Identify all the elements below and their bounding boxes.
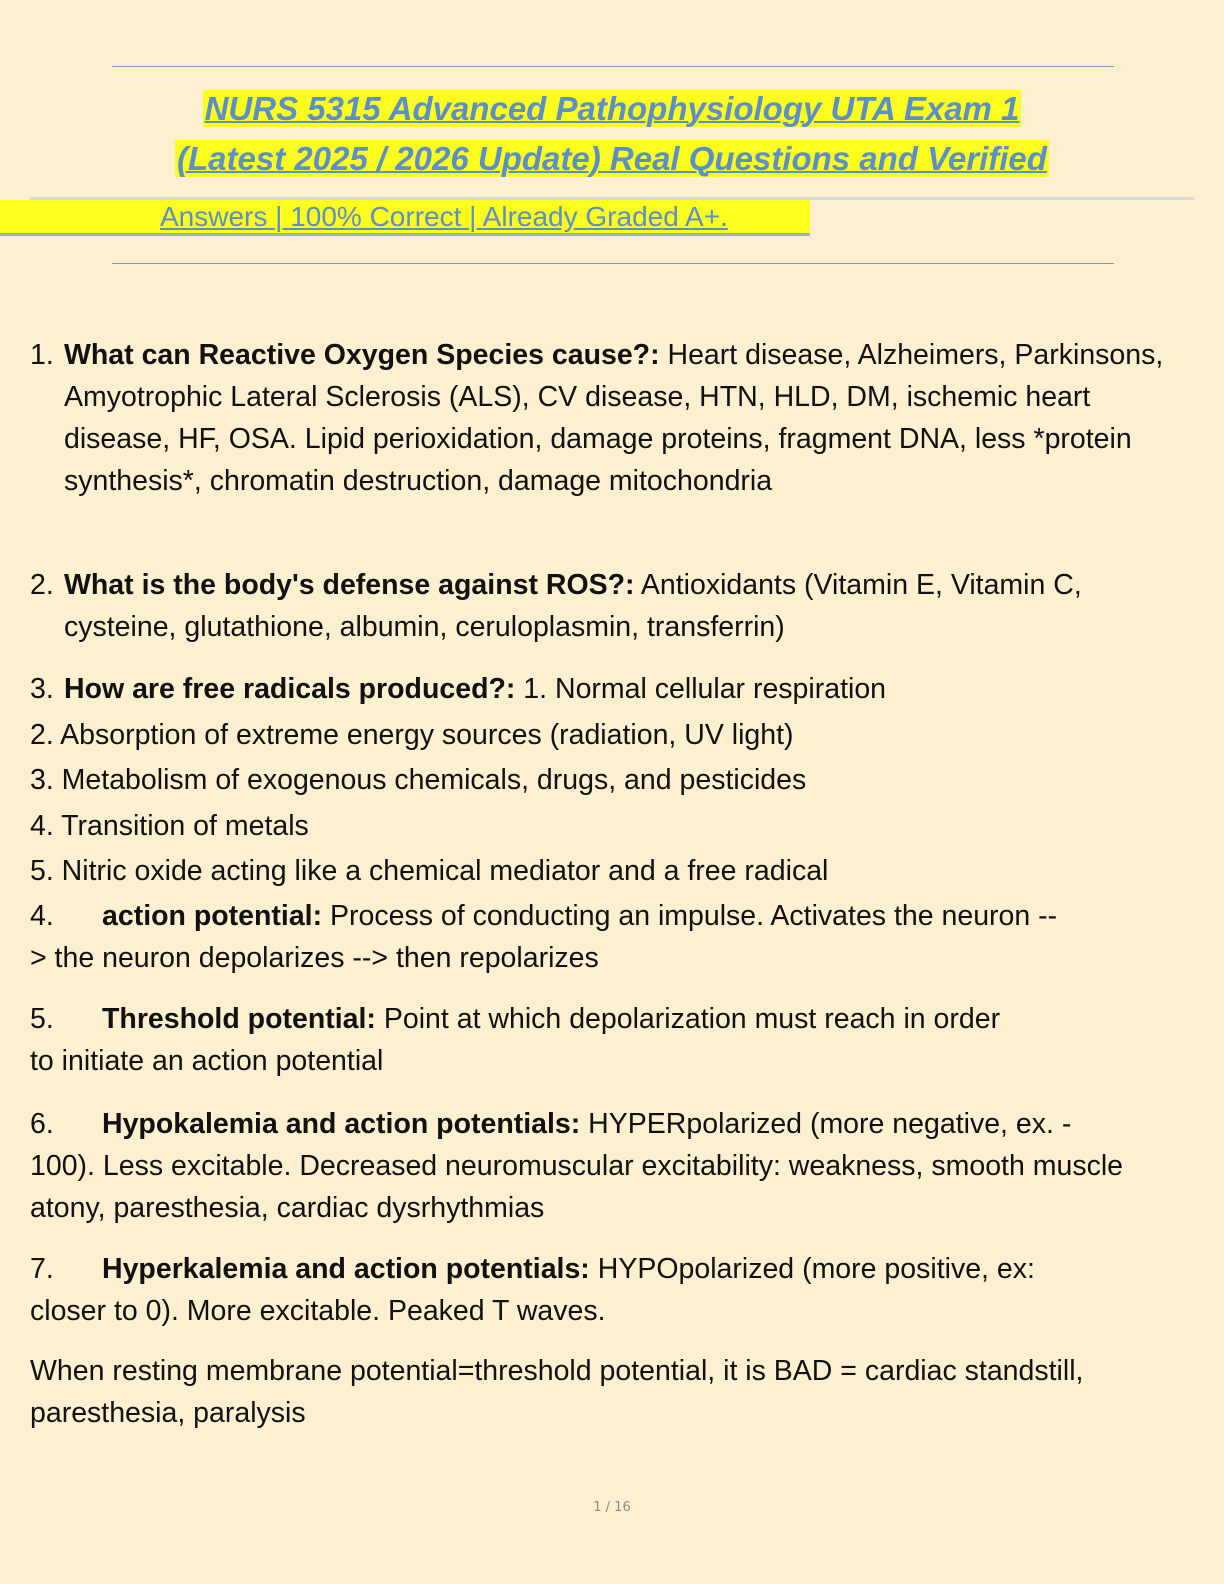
- answer-text: HYPERpolarized (more negative, ex. -: [580, 1108, 1072, 1140]
- answer-text: Antioxidants (Vitamin E, Vitamin C, cysteine, glutathione, albumin, ceruloplasmin, transferrin): [64, 569, 1082, 643]
- question-5: [30, 998, 1000, 1040]
- list-item: 4. Transition of metals: [30, 810, 309, 842]
- answer-text: Process of conducting an impulse. Activates the neuron --: [322, 900, 1058, 932]
- question-number: 2.: [30, 569, 54, 601]
- document-title: [60, 84, 1164, 184]
- question-4: [30, 895, 1057, 937]
- answer-text: HYPOpolarized (more positive, ex:: [589, 1253, 1035, 1285]
- question-number: 7.: [30, 1253, 54, 1285]
- page-number: 1 / 16: [593, 1500, 631, 1515]
- question-number: 6.: [30, 1108, 54, 1140]
- question-1: [30, 334, 1200, 502]
- answer-continuation: 100). Less excitable. Decreased neuromuscular excitability: weakness, smooth muscle atony, paresthesia, cardiac dysrhythmias: [30, 1150, 1124, 1224]
- note-paragraph: When resting membrane potential=threshold potential, it is BAD = cardiac standstill, paresthesia, paralysis: [30, 1355, 1084, 1429]
- question-number: 1.: [30, 339, 54, 371]
- question-text: action potential:: [102, 900, 323, 932]
- question-number: 5.: [30, 1003, 54, 1035]
- title-line-1: NURS 5315 Advanced Pathophysiology UTA Exam 1: [204, 90, 1020, 127]
- answer-text: Heart disease, Alzheimers, Parkinsons, Amyotrophic Lateral Sclerosis (ALS), CV disease, HTN, HLD, DM, ischemic heart disease, HF, OSA. Lipid perioxidation, damage proteins, fragment DNA, less *protein synthesis*, chromatin destruction, damage mitochondria: [64, 339, 1164, 497]
- question-3: [30, 668, 1200, 710]
- question-text: How are free radicals produced?:: [64, 673, 516, 705]
- answer-continuation: closer to 0). More excitable. Peaked T waves.: [30, 1295, 606, 1327]
- answer-continuation: to initiate an action potential: [30, 1045, 384, 1077]
- header-rule-top: [112, 66, 1114, 67]
- document-subtitle: Answers | 100% Correct | Already Graded A+.: [160, 201, 728, 232]
- title-line-2: (Latest 2025 / 2026 Update) Real Questions and Verified: [177, 140, 1047, 177]
- answer-text: 1. Normal cellular respiration: [515, 673, 887, 705]
- question-2: [30, 564, 1200, 648]
- question-number: 4.: [30, 900, 54, 932]
- header-rule-bottom: [112, 263, 1114, 264]
- question-6: [30, 1103, 1071, 1145]
- answer-continuation: > the neuron depolarizes --> then repolarizes: [30, 942, 599, 974]
- question-text: What can Reactive Oxygen Species cause?:: [64, 339, 660, 371]
- question-text: Hypokalemia and action potentials:: [102, 1108, 581, 1140]
- list-item: 2. Absorption of extreme energy sources (radiation, UV light): [30, 719, 794, 751]
- answer-text: Point at which depolarization must reach in order: [375, 1003, 1001, 1035]
- question-7: [30, 1248, 1035, 1290]
- question-text: Hyperkalemia and action potentials:: [102, 1253, 590, 1285]
- list-item: 3. Metabolism of exogenous chemicals, drugs, and pesticides: [30, 764, 807, 796]
- question-number: 3.: [30, 673, 54, 705]
- question-text: What is the body's defense against ROS?:: [64, 569, 635, 601]
- question-text: Threshold potential:: [102, 1003, 376, 1035]
- list-item: 5. Nitric oxide acting like a chemical mediator and a free radical: [30, 855, 829, 887]
